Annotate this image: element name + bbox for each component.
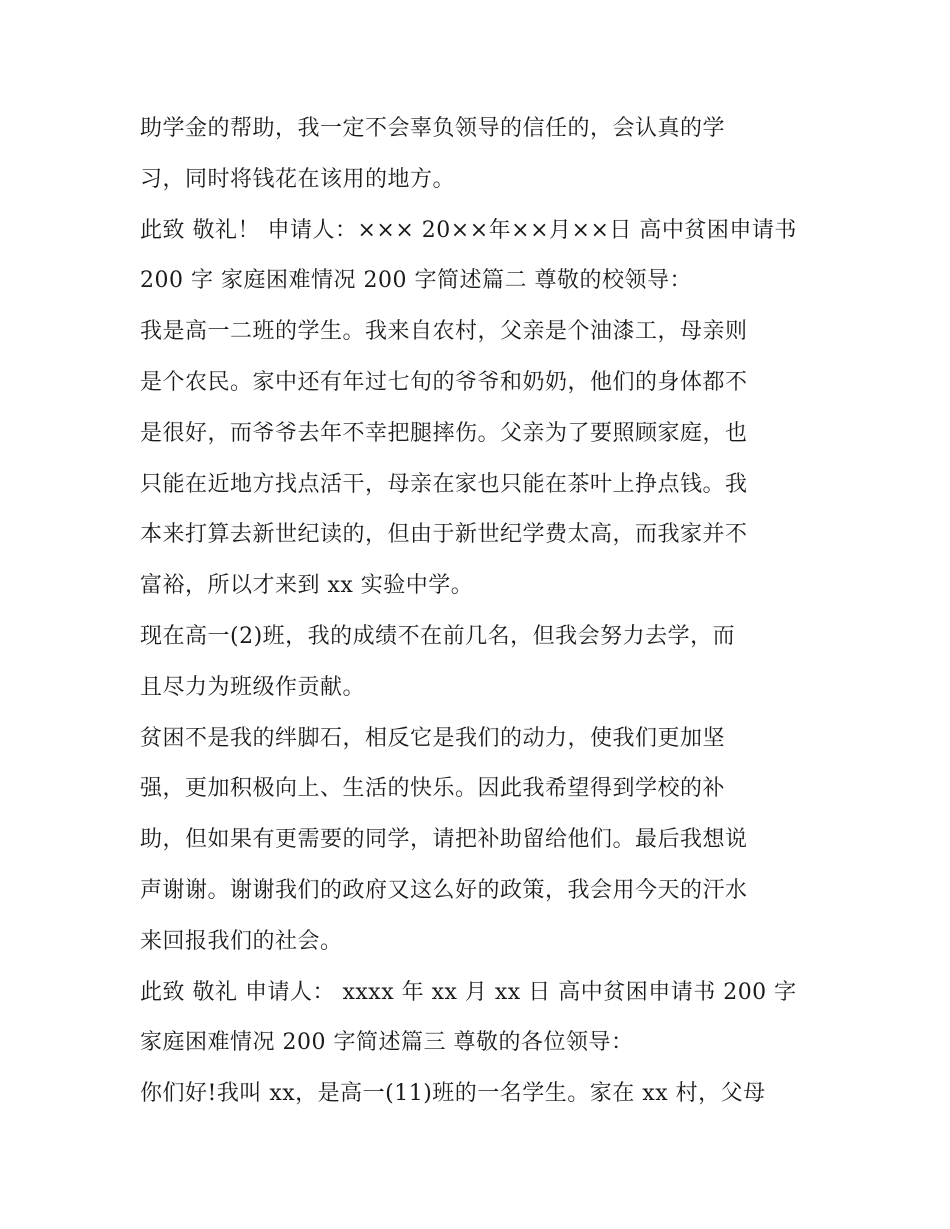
text-line: 贫困不是我的绊脚石，相反它是我们的动力，使我们更加坚 — [140, 725, 726, 751]
text-line: 习，同时将钱花在该用的地方。 — [140, 166, 456, 192]
text-line: 且尽力为班级作贡献。 — [140, 674, 366, 700]
text-line: 你们好!我叫 xx，是高一(11)班的一名学生。家在 xx 村，父母 — [140, 1081, 766, 1107]
text-line: 我是高一二班的学生。我来自农村，父亲是个油漆工，母亲则 — [140, 319, 748, 345]
text-line: 200 字 家庭困难情况 200 字简述篇二 尊敬的校领导： — [140, 268, 692, 294]
text-line: 只能在近地方找点活干，母亲在家也只能在茶叶上挣点钱。我 — [140, 471, 748, 497]
text-line: 来回报我们的社会。 — [140, 928, 343, 954]
text-line: 此致 敬礼 申请人： xxxx 年 xx 月 xx 日 高中贫困申请书 200 字 — [140, 979, 797, 1005]
document-body — [140, 104, 820, 1120]
text-line: 助学金的帮助，我一定不会辜负领导的信任的，会认真的学 — [140, 116, 726, 141]
text-line: 家庭困难情况 200 字简述篇三 尊敬的各位领导： — [140, 1030, 634, 1056]
text-line: 是个农民。家中还有年过七旬的爷爷和奶奶，他们的身体都不 — [140, 369, 748, 395]
text-line: 此致 敬礼！ 申请人：××× 20××年××月××日 高中贫困申请书 — [140, 217, 797, 243]
text-line: 声谢谢。谢谢我们的政府又这么好的政策，我会用今天的汗水 — [140, 877, 748, 903]
text-line: 富裕，所以才来到 xx 实验中学。 — [140, 573, 474, 599]
text-line: 助，但如果有更需要的同学，请把补助留给他们。最后我想说 — [140, 827, 748, 853]
text-line: 是很好，而爷爷去年不幸把腿摔伤。父亲为了要照顾家庭，也 — [140, 420, 748, 446]
text-line: 现在高一(2)班，我的成绩不在前几名，但我会努力去学，而 — [140, 623, 736, 649]
text-line: 本来打算去新世纪读的，但由于新世纪学费太高，而我家并不 — [140, 522, 748, 548]
text-line: 强，更加积极向上、生活的快乐。因此我希望得到学校的补 — [140, 776, 726, 802]
